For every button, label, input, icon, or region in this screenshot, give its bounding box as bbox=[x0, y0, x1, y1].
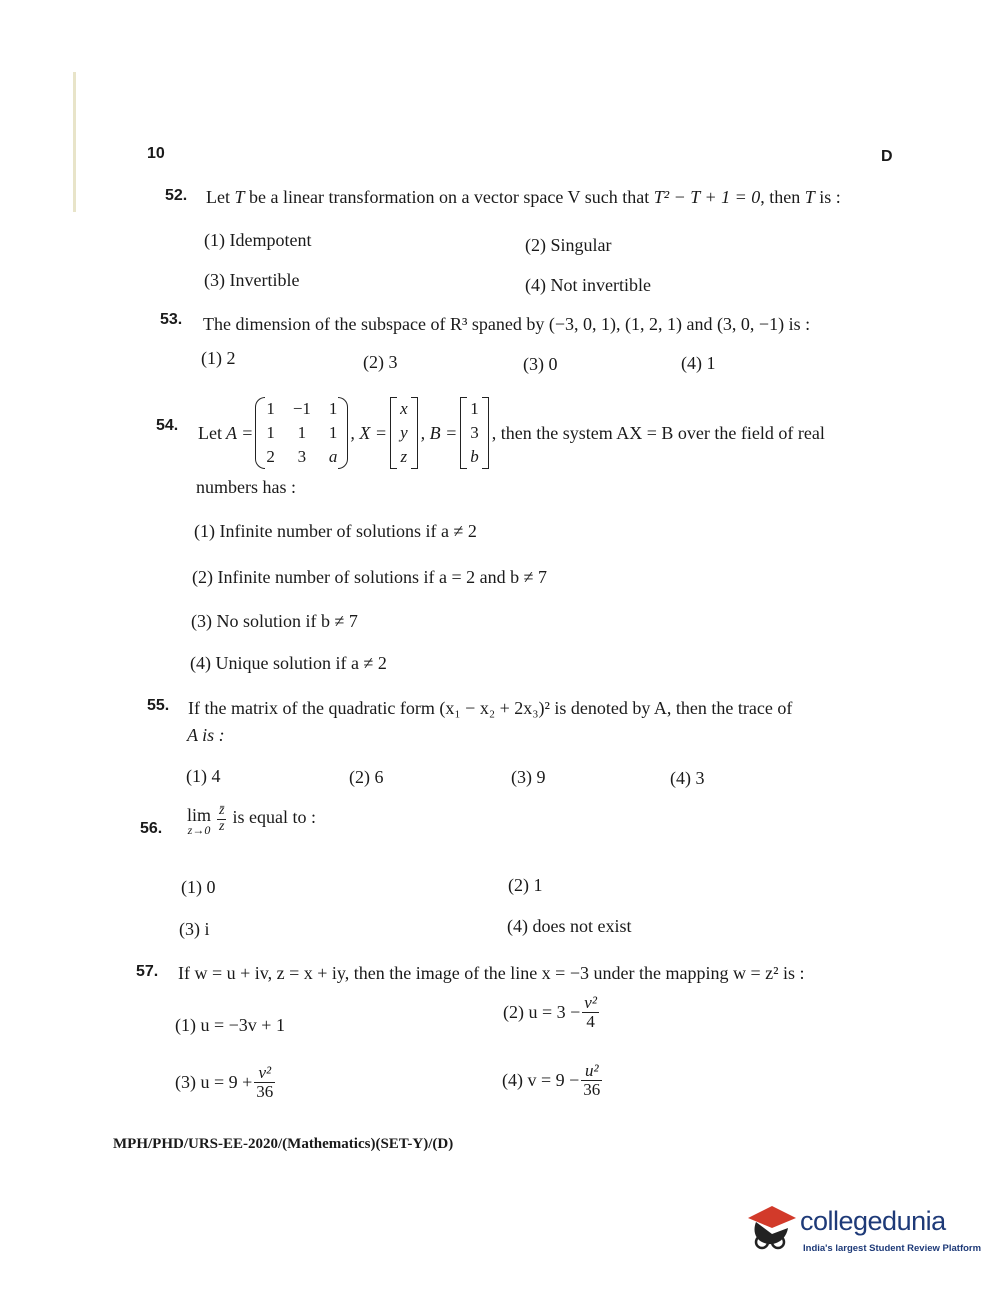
q53-number: 53. bbox=[160, 311, 183, 328]
matrix-b-cell: 3 bbox=[470, 423, 479, 442]
q57-option-3-num: v² bbox=[254, 1064, 275, 1083]
q52-option-3: (3) Invertible bbox=[204, 270, 300, 290]
q57-option-3 bbox=[175, 1064, 275, 1101]
q54-matrix-a bbox=[257, 397, 346, 469]
q57-option-2-prefix: (2) u = 3 − bbox=[503, 1001, 581, 1022]
q56-fraction bbox=[217, 804, 226, 834]
matrix-x-cell: y bbox=[400, 423, 408, 442]
q56-number: 56. bbox=[140, 820, 163, 837]
matrix-a-cell: 3 bbox=[297, 447, 307, 466]
set-code: D bbox=[881, 148, 893, 165]
q54-matrix-x bbox=[391, 397, 417, 469]
page-number: 10 bbox=[147, 145, 165, 162]
q52-option-2: (2) Singular bbox=[525, 235, 612, 255]
q54-b-label: , B = bbox=[420, 422, 458, 443]
watermark-brand: collegedunia bbox=[800, 1206, 946, 1236]
q56-option-1: (1) 0 bbox=[181, 877, 216, 897]
q57-option-4-fraction bbox=[581, 1062, 602, 1099]
matrix-b-cell: 1 bbox=[470, 399, 479, 418]
q53-text: The dimension of the subspace of R³ spaned by (−3, 0, 1), (1, 2, 1) and (3, 0, −1) is : bbox=[203, 314, 811, 334]
q56-lim: lim bbox=[187, 805, 212, 825]
q57-option-3-fraction bbox=[254, 1064, 275, 1101]
q55-text-line1: If the matrix of the quadratic form (x₁ − x₂ + 2x₃)² is denoted by A, then the trace of bbox=[188, 698, 793, 718]
matrix-a-cell: a bbox=[328, 447, 338, 466]
matrix-a-cell: 1 bbox=[266, 423, 275, 442]
q52-option-4: (4) Not invertible bbox=[525, 275, 651, 295]
q52-var-t-2: T bbox=[804, 187, 815, 207]
q56-lim-sub: z→0 bbox=[187, 823, 211, 837]
q56-option-4: (4) does not exist bbox=[507, 916, 632, 936]
q57-option-2-den: 4 bbox=[586, 1011, 595, 1031]
matrix-a-cell: 2 bbox=[266, 447, 275, 466]
footer-exam-code: MPH/PHD/URS-EE-2020/(Mathematics)(SET-Y)/(D) bbox=[113, 1136, 454, 1152]
q53-option-1: (1) 2 bbox=[201, 348, 236, 368]
q54-let: Let bbox=[198, 422, 222, 443]
q52-number: 52. bbox=[165, 187, 188, 204]
q52-equation: T² − T + 1 = 0 bbox=[653, 187, 761, 207]
q54-option-2: (2) Infinite number of solutions if a = 2 and b ≠ 7 bbox=[192, 567, 547, 587]
q56-expression bbox=[187, 802, 316, 837]
matrix-a-cell: −1 bbox=[292, 399, 311, 418]
q52-var-t: T bbox=[234, 187, 245, 207]
q57-number: 57. bbox=[136, 963, 159, 980]
q52-text-d: is : bbox=[819, 187, 841, 207]
q57-option-4-prefix: (4) v = 9 − bbox=[502, 1069, 580, 1090]
q57-option-2-fraction bbox=[582, 994, 599, 1031]
q55-option-2: (2) 6 bbox=[349, 767, 384, 787]
q57-option-4-den: 36 bbox=[583, 1079, 601, 1099]
matrix-x-cell: x bbox=[400, 399, 408, 418]
q57-option-1: (1) u = −3v + 1 bbox=[175, 1015, 285, 1035]
q54-equation-row bbox=[198, 390, 825, 476]
q54-number: 54. bbox=[156, 417, 179, 434]
q57-option-2-num: v² bbox=[584, 993, 597, 1012]
watermark-tagline: India's largest Student Review Platform bbox=[803, 1243, 982, 1254]
q52-text-c: , then bbox=[760, 187, 801, 207]
q54-matrix-b bbox=[461, 397, 488, 469]
q55-option-3: (3) 9 bbox=[511, 767, 546, 787]
q53-option-2: (2) 3 bbox=[363, 352, 398, 372]
q54-text-line2: numbers has : bbox=[196, 477, 296, 497]
scan-edge-mark bbox=[73, 72, 76, 212]
matrix-b-cell: b bbox=[470, 447, 479, 466]
q57-text: If w = u + iv, z = x + iy, then the image of the line x = −3 under the mapping w = z² is : bbox=[178, 963, 805, 983]
q57-option-4-num: u² bbox=[581, 1062, 602, 1081]
collegedunia-logo-icon bbox=[742, 1198, 802, 1258]
q54-text-after: , then the system AX = B over the field of real bbox=[491, 422, 825, 443]
q54-a-label: A = bbox=[226, 422, 254, 443]
q52-text-b: be a linear transformation on a vector space V such that bbox=[249, 187, 650, 207]
q56-limit bbox=[187, 806, 211, 836]
q52-option-1: (1) Idempotent bbox=[204, 230, 312, 250]
q57-option-4 bbox=[502, 1062, 602, 1099]
q55-number: 55. bbox=[147, 697, 170, 714]
q53-option-4: (4) 1 bbox=[681, 353, 716, 373]
q56-frac-num: z̄ bbox=[219, 802, 225, 818]
q55-option-1: (1) 4 bbox=[186, 766, 221, 786]
q52-text bbox=[206, 187, 841, 208]
matrix-a-cell: 1 bbox=[328, 399, 338, 418]
q55-option-4: (4) 3 bbox=[670, 768, 705, 788]
q52-text-a: Let bbox=[206, 187, 230, 207]
q56-text: is equal to : bbox=[232, 806, 316, 827]
q54-option-4: (4) Unique solution if a ≠ 2 bbox=[190, 653, 387, 673]
q56-option-2: (2) 1 bbox=[508, 875, 543, 895]
q56-option-3: (3) i bbox=[179, 919, 210, 939]
q54-x-label: , X = bbox=[350, 422, 388, 443]
matrix-a-cell: 1 bbox=[328, 423, 338, 442]
q57-option-2 bbox=[503, 994, 599, 1031]
matrix-a-cell: 1 bbox=[266, 399, 275, 418]
matrix-x-cell: z bbox=[400, 447, 408, 466]
q53-option-3: (3) 0 bbox=[523, 354, 558, 374]
matrix-a-cell: 1 bbox=[297, 423, 307, 442]
q57-option-3-den: 36 bbox=[256, 1081, 274, 1101]
q55-text-line2: A is : bbox=[187, 725, 225, 745]
q57-option-3-prefix: (3) u = 9 + bbox=[175, 1071, 253, 1092]
q54-option-3: (3) No solution if b ≠ 7 bbox=[191, 611, 358, 631]
q54-option-1: (1) Infinite number of solutions if a ≠ 2 bbox=[194, 521, 477, 541]
q56-frac-den: z bbox=[219, 818, 225, 834]
